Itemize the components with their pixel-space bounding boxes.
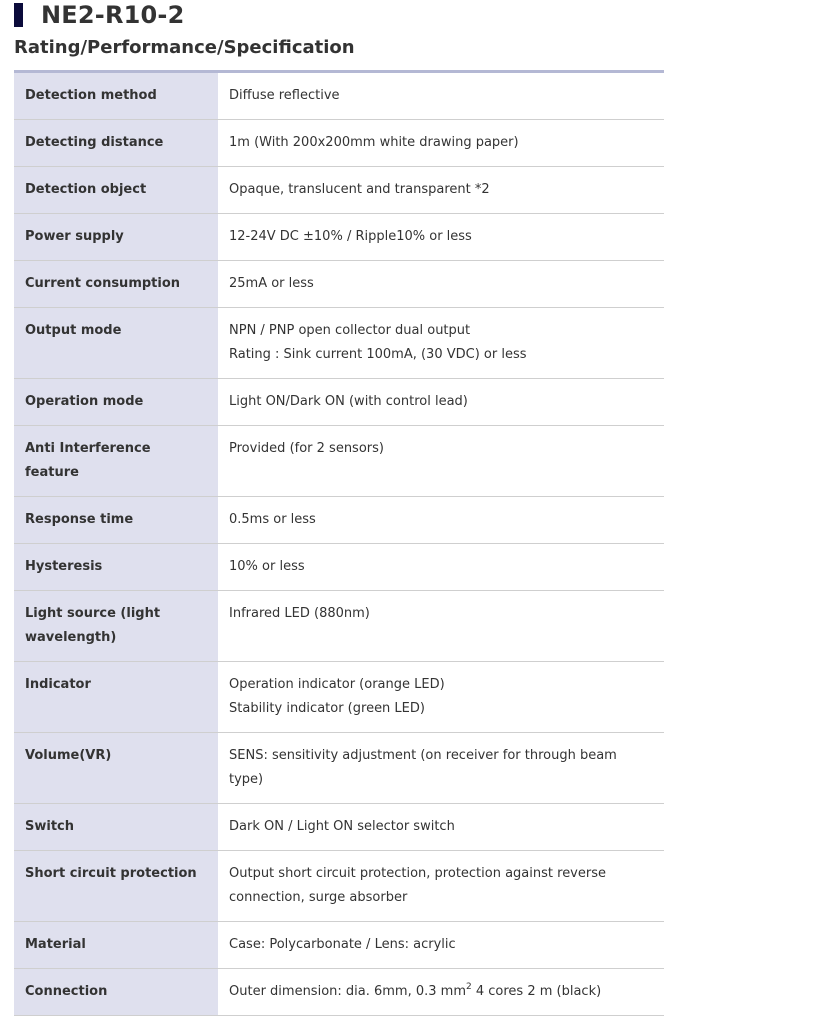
spec-row	[14, 426, 664, 497]
spec-label: Current consumption	[14, 261, 218, 308]
spec-value-line: 1m (With 200x200mm white drawing paper)	[229, 135, 519, 150]
spec-value	[218, 214, 664, 261]
spec-row	[14, 544, 664, 591]
spec-value-line: Stability indicator (green LED)	[229, 701, 425, 716]
spec-value-line: 12-24V DC ±10% / Ripple10% or less	[229, 229, 472, 244]
spec-value	[218, 72, 664, 120]
spec-row	[14, 379, 664, 426]
spec-value	[218, 426, 664, 497]
page-title: NE2-R10-2	[41, 1, 185, 29]
spec-value	[218, 497, 664, 544]
spec-label: Detecting distance	[14, 120, 218, 167]
spec-label: Light source (light wavelength)	[14, 591, 218, 662]
spec-value	[218, 922, 664, 969]
spec-label: Operation mode	[14, 379, 218, 426]
spec-row	[14, 261, 664, 308]
spec-value	[218, 851, 664, 922]
spec-value-line: Provided (for 2 sensors)	[229, 441, 384, 456]
spec-value-line: NPN / PNP open collector dual output	[229, 323, 471, 338]
superscript: 2	[466, 982, 472, 992]
spec-label: Material	[14, 922, 218, 969]
spec-table	[14, 70, 664, 1016]
spec-label: Detection object	[14, 167, 218, 214]
spec-value-line: Diffuse reflective	[229, 88, 340, 103]
spec-row	[14, 804, 664, 851]
spec-value-text: 4 cores 2 m (black)	[471, 984, 602, 999]
spec-row	[14, 72, 664, 120]
spec-value-line: SENS: sensitivity adjustment (on receiver for through beam type)	[229, 748, 617, 787]
spec-row	[14, 969, 664, 1016]
spec-value	[218, 167, 664, 214]
spec-label: Hysteresis	[14, 544, 218, 591]
spec-label: Anti Interference feature	[14, 426, 218, 497]
spec-value	[218, 591, 664, 662]
title-accent-bar	[14, 3, 23, 27]
spec-value	[218, 804, 664, 851]
page-title-block	[14, 0, 184, 30]
spec-row	[14, 308, 664, 379]
spec-value	[218, 308, 664, 379]
spec-row	[14, 167, 664, 214]
spec-label: Indicator	[14, 662, 218, 733]
spec-label: Detection method	[14, 72, 218, 120]
spec-value	[218, 662, 664, 733]
spec-row	[14, 662, 664, 733]
spec-value	[218, 120, 664, 167]
spec-value-line: Dark ON / Light ON selector switch	[229, 819, 455, 834]
spec-value-line: Operation indicator (orange LED)	[229, 677, 445, 692]
spec-value-text: Outer dimension: dia. 6mm, 0.3 mm	[229, 984, 466, 999]
spec-row	[14, 214, 664, 261]
spec-value-line: Case: Polycarbonate / Lens: acrylic	[229, 937, 456, 952]
spec-row	[14, 497, 664, 544]
spec-value	[218, 261, 664, 308]
spec-value	[218, 379, 664, 426]
spec-value-line: Output short circuit protection, protection against reverse connection, surge absorber	[229, 866, 606, 905]
spec-row	[14, 733, 664, 804]
spec-label: Switch	[14, 804, 218, 851]
spec-label: Volume(VR)	[14, 733, 218, 804]
spec-value-line: Light ON/Dark ON (with control lead)	[229, 394, 468, 409]
spec-label: Output mode	[14, 308, 218, 379]
spec-row	[14, 851, 664, 922]
spec-value	[218, 733, 664, 804]
spec-label: Response time	[14, 497, 218, 544]
spec-value-line: Infrared LED (880nm)	[229, 606, 370, 621]
spec-label: Short circuit protection	[14, 851, 218, 922]
spec-label: Power supply	[14, 214, 218, 261]
spec-value-line: Opaque, translucent and transparent *2	[229, 182, 490, 197]
spec-value-line: 10% or less	[229, 559, 305, 574]
spec-label: Connection	[14, 969, 218, 1016]
spec-value	[218, 969, 664, 1016]
spec-row	[14, 922, 664, 969]
section-heading: Rating/Performance/Specification	[14, 37, 355, 58]
spec-value-line: 0.5ms or less	[229, 512, 316, 527]
spec-row	[14, 120, 664, 167]
spec-value	[218, 544, 664, 591]
spec-value-line: 25mA or less	[229, 276, 314, 291]
spec-row	[14, 591, 664, 662]
spec-value-line: Rating : Sink current 100mA, (30 VDC) or less	[229, 347, 527, 362]
spec-value-line	[229, 980, 654, 1004]
